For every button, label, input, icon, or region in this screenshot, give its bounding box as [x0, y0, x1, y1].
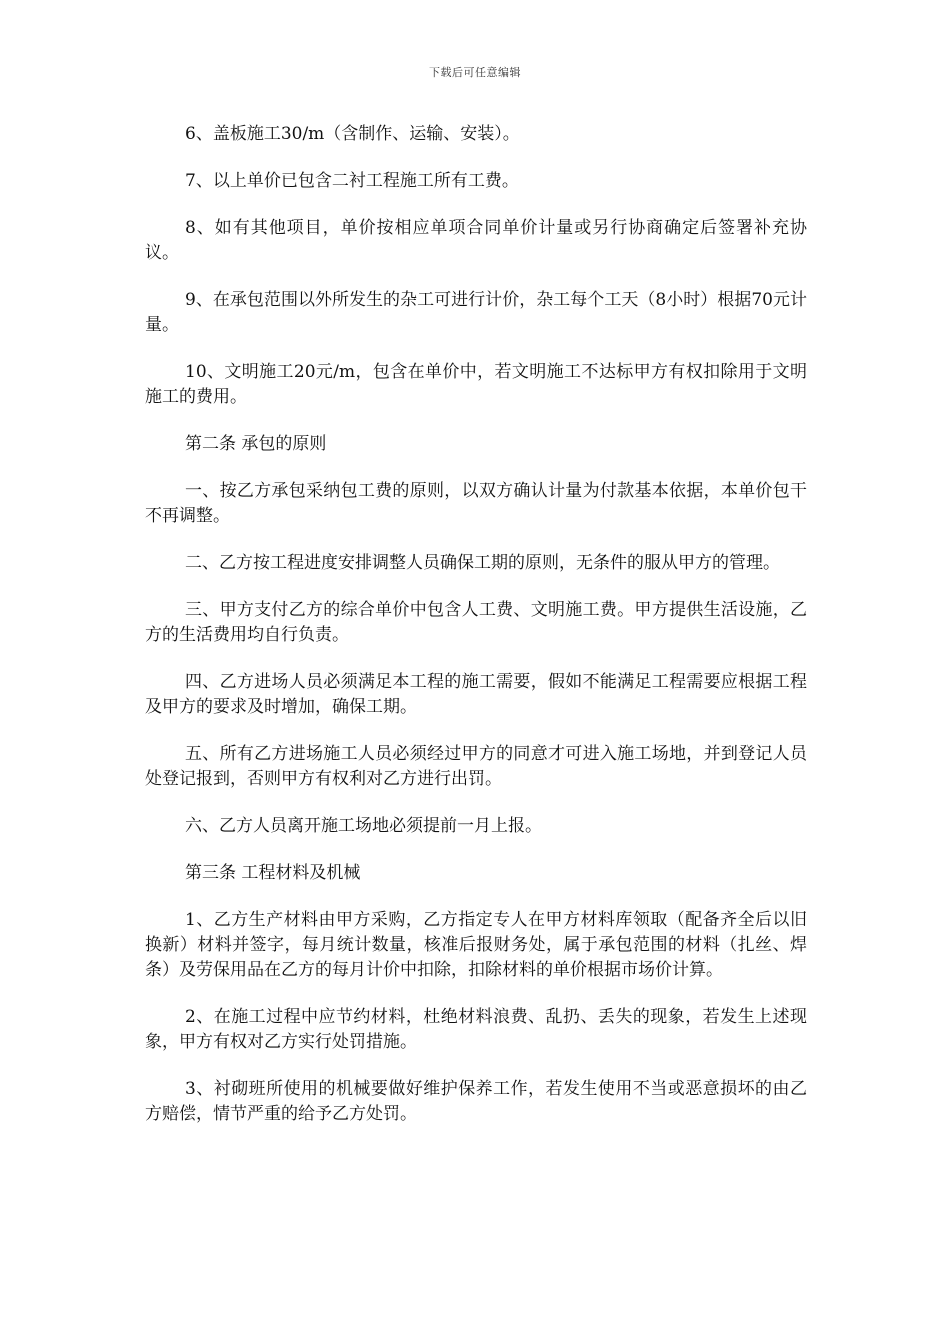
clause-9: 9、在承包范围以外所发生的杂工可进行计价，杂工每个工天（8小时）根据70元计量。	[145, 290, 807, 335]
page-header: 下载后可任意编辑	[429, 66, 521, 79]
principle-6: 六、乙方人员离开施工场地必须提前一月上报。	[185, 816, 542, 836]
article-2-heading: 第二条 承包的原则	[185, 434, 327, 454]
principle-4: 四、乙方进场人员必须满足本工程的施工需要，假如不能满足工程需要应根据工程及甲方的要求及时增加，确保工期。	[145, 672, 807, 717]
document-body	[145, 122, 807, 1149]
clause-6: 6、盖板施工30/m（含制作、运输、安装）。	[185, 124, 520, 144]
principle-3: 三、甲方支付乙方的综合单价中包含人工费、文明施工费。甲方提供生活设施，乙方的生活费用均自行负责。	[145, 600, 807, 645]
material-clause-1: 1、乙方生产材料由甲方采购，乙方指定专人在甲方材料库领取（配备齐全后以旧换新）材料并签字，每月统计数量，核准后报财务处，属于承包范围的材料（扎丝、焊条）及劳保用品在乙方的每月计价中扣除，扣除材料的单价根据市场价计算。	[145, 910, 807, 980]
clause-10: 10、文明施工20元/m，包含在单价中，若文明施工不达标甲方有权扣除用于文明施工的费用。	[145, 362, 807, 407]
clause-8: 8、如有其他项目，单价按相应单项合同单价计量或另行协商确定后签署补充协议。	[145, 218, 807, 263]
principle-2: 二、乙方按工程进度安排调整人员确保工期的原则，无条件的服从甲方的管理。	[185, 553, 780, 573]
article-3-heading: 第三条 工程材料及机械	[185, 863, 361, 883]
material-clause-2: 2、在施工过程中应节约材料，杜绝材料浪费、乱扔、丢失的现象，若发生上述现象，甲方有权对乙方实行处罚措施。	[145, 1007, 807, 1052]
clause-7: 7、以上单价已包含二衬工程施工所有工费。	[185, 171, 519, 191]
principle-5: 五、所有乙方进场施工人员必须经过甲方的同意才可进入施工场地，并到登记人员处登记报到，否则甲方有权利对乙方进行出罚。	[145, 744, 807, 789]
principle-1: 一、按乙方承包采纳包工费的原则，以双方确认计量为付款基本依据，本单价包干不再调整。	[145, 481, 807, 526]
material-clause-3: 3、衬砌班所使用的机械要做好维护保养工作，若发生使用不当或恶意损坏的由乙方赔偿，情节严重的给予乙方处罚。	[145, 1079, 807, 1124]
